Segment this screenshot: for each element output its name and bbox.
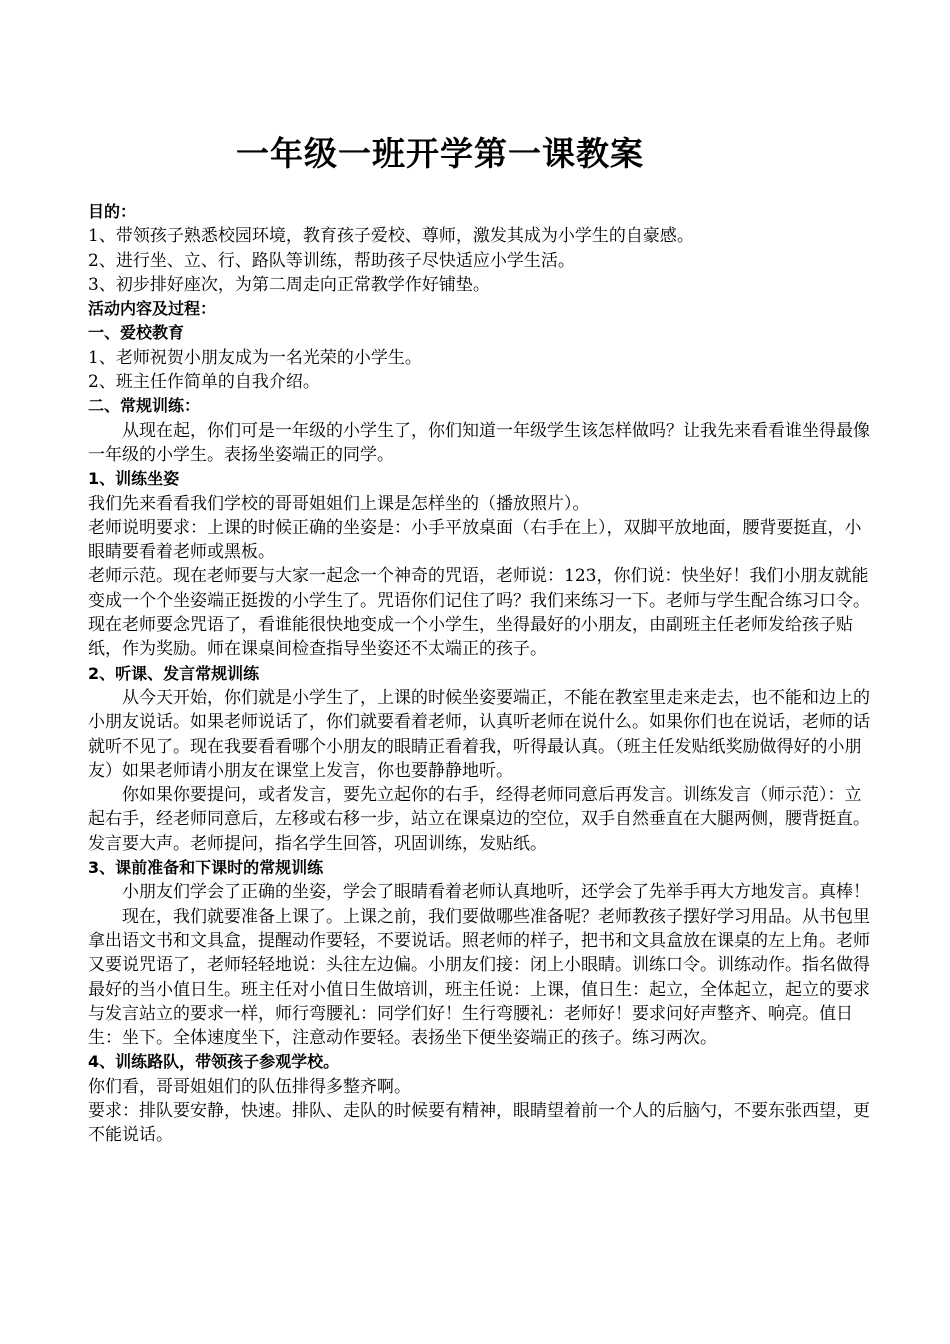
sub3-heading: 3、课前准备和下课时的常规训练 <box>88 858 324 878</box>
sub1-heading: 1、训练坐姿 <box>88 469 180 489</box>
document-body <box>88 200 878 1148</box>
sub4-paragraph: 要求：排队要安静，快速。排队、走队的时候要有精神，眼睛望着前一个人的后脑勺，不要东张西望，更不能说话。 <box>88 1100 870 1146</box>
sub2-paragraph: 从今天开始，你们就是小学生了，上课的时候坐姿要端正，不能在教室里走来走去，也不能和边上的小朋友说话。如果老师说话了，你们就要看着老师，认真听老师在说什么。如果你们也在说话，老师的话就听不见了。现在我要看看哪个小朋友的眼睛正看着我，听得最认真。（班主任发贴纸奖励做得好的小朋友）如果老师请小朋友在课堂上发言，你也要静静地听。 <box>88 687 870 781</box>
sub1-paragraph: 老师说明要求：上课的时候正确的坐姿是：小手平放桌面（右手在上），双脚平放地面，腰背要挺直，小眼睛要看着老师或黑板。 <box>88 517 862 563</box>
sub3-paragraph: 小朋友们学会了正确的坐姿，学会了眼睛看着老师认真地听，还学会了先举手再大方地发言。真棒！ <box>122 882 870 903</box>
section1-heading: 一、爱校教育 <box>88 323 185 343</box>
sub2-heading: 2、听课、发言常规训练 <box>88 663 260 683</box>
section2-heading: 二、常规训练： <box>88 396 201 416</box>
sub1-paragraph: 老师示范。现在老师要与大家一起念一个神奇的咒语，老师说：123，你们说：快坐好！我们小朋友就能变成一个个坐姿端正挺拨的小学生了。咒语你们记住了吗？我们来练习一下。老师与学生配合练习口令。现在老师要念咒语了，看谁能很快地变成一个小学生，坐得最好的小朋友，由副班主任老师发给孩子贴纸，作为奖励。师在课桌间检查指导坐姿还不太端正的孩子。 <box>88 566 870 660</box>
sub2-paragraph: 你如果你要提问，或者发言，要先立起你的右手，经得老师同意后再发言。训练发言（师示范）：立起右手，经老师同意后，左移或右移一步，站立在课桌边的空位，双手自然垂直在大腿两侧，腰背挺直。发言要大声。老师提问，指名学生回答，巩固训练，发贴纸。 <box>88 785 870 854</box>
activity-heading: 活动内容及过程： <box>88 299 217 319</box>
purpose-item: 1、带领孩子熟悉校园环境，教育孩子爱校、尊师，激发其成为小学生的自豪感。 <box>88 226 694 247</box>
sub1-paragraph: 我们先来看看我们学校的哥哥姐姐们上课是怎样坐的（播放照片）。 <box>88 493 590 514</box>
section1-item: 1、老师祝贺小朋友成为一名光荣的小学生。 <box>88 347 422 368</box>
purpose-item: 3、初步排好座次，为第二周走向正常教学作好铺垫。 <box>88 274 490 295</box>
sub4-heading: 4、训练路队，带领孩子参观学校。 <box>88 1052 340 1072</box>
section2-intro: 从现在起，你们可是一年级的小学生了，你们知道一年级学生该怎样做吗？让我先来看看谁坐得最像一年级的小学生。表扬坐姿端正的同学。 <box>88 420 870 465</box>
sub4-paragraph: 你们看，哥哥姐姐们的队伍排得多整齐啊。 <box>88 1076 411 1097</box>
purpose-item: 2、进行坐、立、行、路队等训练，帮助孩子尽快适应小学生活。 <box>88 250 575 271</box>
page-title: 一年级一班开学第一课教案 <box>236 134 644 173</box>
section1-item: 2、班主任作简单的自我介绍。 <box>88 372 320 393</box>
sub3-paragraph: 现在，我们就要准备上课了。上课之前，我们要做哪些准备呢？老师教孩子摆好学习用品。从书包里拿出语文书和文具盒，提醒动作要轻，不要说话。照老师的样子，把书和文具盒放在课桌的左上角。老师又要说咒语了，老师轻轻地说：头往左边偏。小朋友们接：闭上小眼睛。训练口令。训练动作。指名做得最好的当小值日生。班主任对小值日生做培训，班主任说：上课，值日生：起立，全体起立，起立的要求与发言站立的要求一样，师行弯腰礼：同学们好！生行弯腰礼：老师好！要求问好声整齐、响亮。值日生：坐下。全体速度坐下，注意动作要轻。表扬坐下便坐姿端正的孩子。练习两次。 <box>88 906 870 1049</box>
purpose-heading: 目的： <box>88 202 137 221</box>
